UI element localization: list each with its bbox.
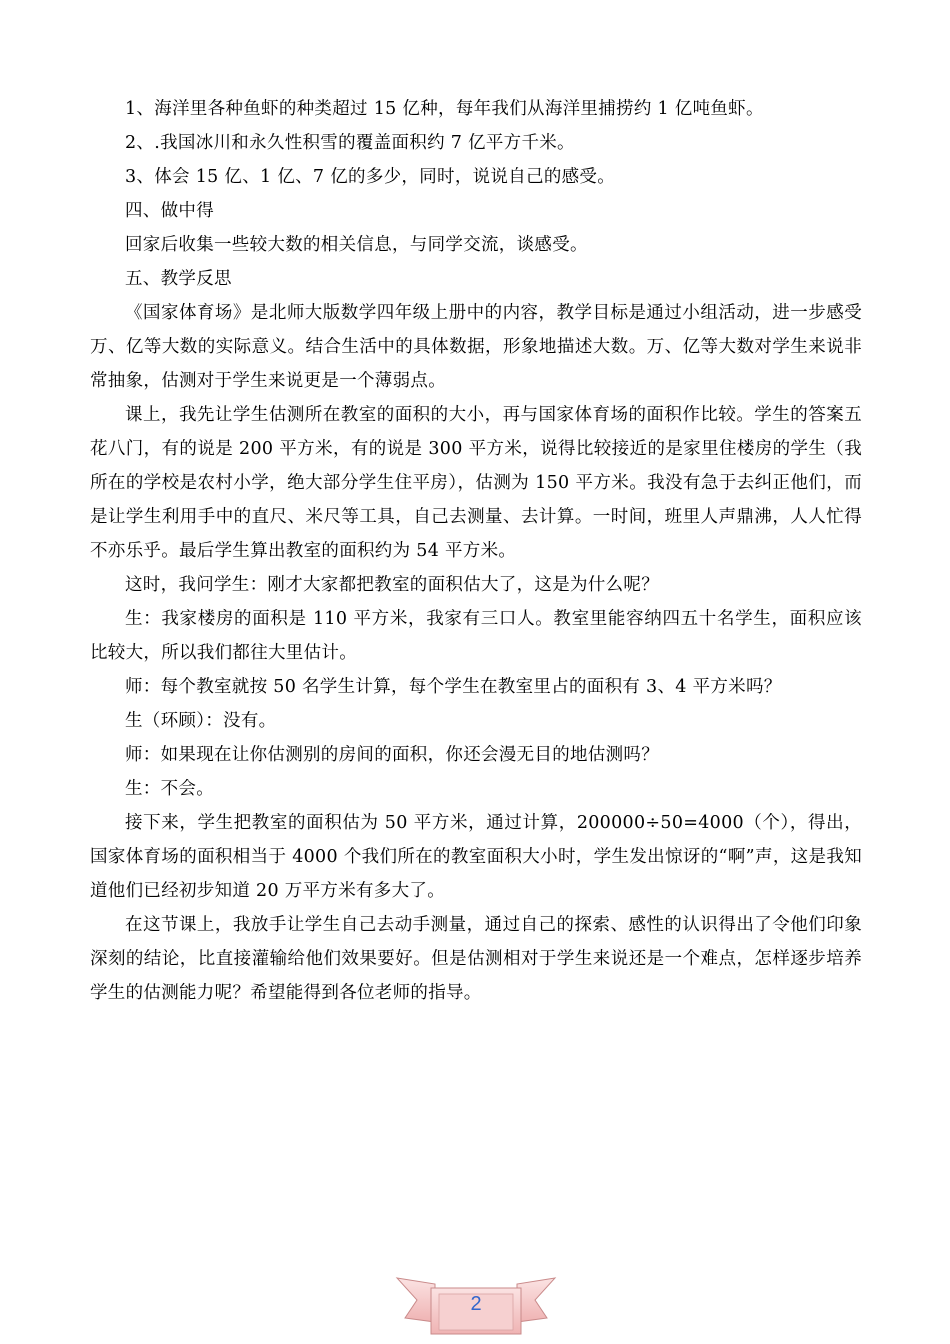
- reflection-paragraph-3: 接下来，学生把教室的面积估为 50 平方米，通过计算，200000÷50=4000（个），得出，国家体育场的面积相当于 4000 个我们所在的教室面积大小时，学生发出惊讶的“啊”声，这是我知道他们已经初步知道 20 万平方米有多大了。: [90, 813, 862, 901]
- dialogue-student-1: 生：我家楼房的面积是 110 平方米，我家有三口人。教室里能容纳四五十名学生，面积应该比较大，所以我们都往大里估计。: [90, 609, 862, 663]
- page-number: 2: [470, 1293, 482, 1315]
- dialogue-student-2: 生（环顾）：没有。: [125, 711, 277, 731]
- page-footer: [395, 1266, 557, 1338]
- paragraph-3: 3、体会 15 亿、1 亿、7 亿的多少，同时，说说自己的感受。: [125, 167, 616, 187]
- paragraph-2: 2、.我国冰川和永久性积雪的覆盖面积约 7 亿平方千米。: [125, 133, 575, 153]
- dialogue-teacher-1: 师：每个教室就按 50 名学生计算，每个学生在教室里占的面积有 3、4 平方米吗？: [125, 677, 782, 697]
- dialogue-question: 这时，我问学生：刚才大家都把教室的面积估大了，这是为什么呢？: [125, 575, 659, 595]
- reflection-paragraph-4: 在这节课上，我放手让学生自己去动手测量，通过自己的探索、感性的认识得出了令他们印象深刻的结论，比直接灌输给他们效果要好。但是估测相对于学生来说还是一个难点，怎样逐步培养学生的估测能力呢？希望能得到各位老师的指导。: [90, 915, 862, 1003]
- section-heading-4: 四、做中得: [125, 201, 214, 221]
- paragraph-5: 回家后收集一些较大数的相关信息，与同学交流，谈感受。: [125, 235, 588, 255]
- dialogue-student-3: 生：不会。: [125, 779, 214, 799]
- document-body: [90, 92, 862, 1010]
- reflection-paragraph-1: 《国家体育场》是北师大版数学四年级上册中的内容，教学目标是通过小组活动，进一步感受万、亿等大数的实际意义。结合生活中的具体数据，形象地描述大数。万、亿等大数对学生来说非常抽象，估测对于学生来说更是一个薄弱点。: [90, 303, 862, 391]
- reflection-paragraph-2: 课上，我先让学生估测所在教室的面积的大小，再与国家体育场的面积作比较。学生的答案五花八门，有的说是 200 平方米，有的说是 300 平方米，说得比较接近的是家里住楼房的学生（我所在的学校是农村小学，绝大部分学生住平房），估测为 150 平方米。我没有急于去纠正他们，而是让学生利用手中的直尺、米尺等工具，自己去测量、去计算。一时间，班里人声鼎沸，人人忙得不亦乐乎。最后学生算出教室的面积约为 54 平方米。: [90, 405, 862, 561]
- section-heading-5: 五、教学反思: [125, 269, 232, 289]
- paragraph-1: 1、海洋里各种鱼虾的种类超过 15 亿种，每年我们从海洋里捕捞约 1 亿吨鱼虾。: [125, 99, 764, 119]
- dialogue-teacher-2: 师：如果现在让你估测别的房间的面积，你还会漫无目的地估测吗？: [125, 745, 659, 765]
